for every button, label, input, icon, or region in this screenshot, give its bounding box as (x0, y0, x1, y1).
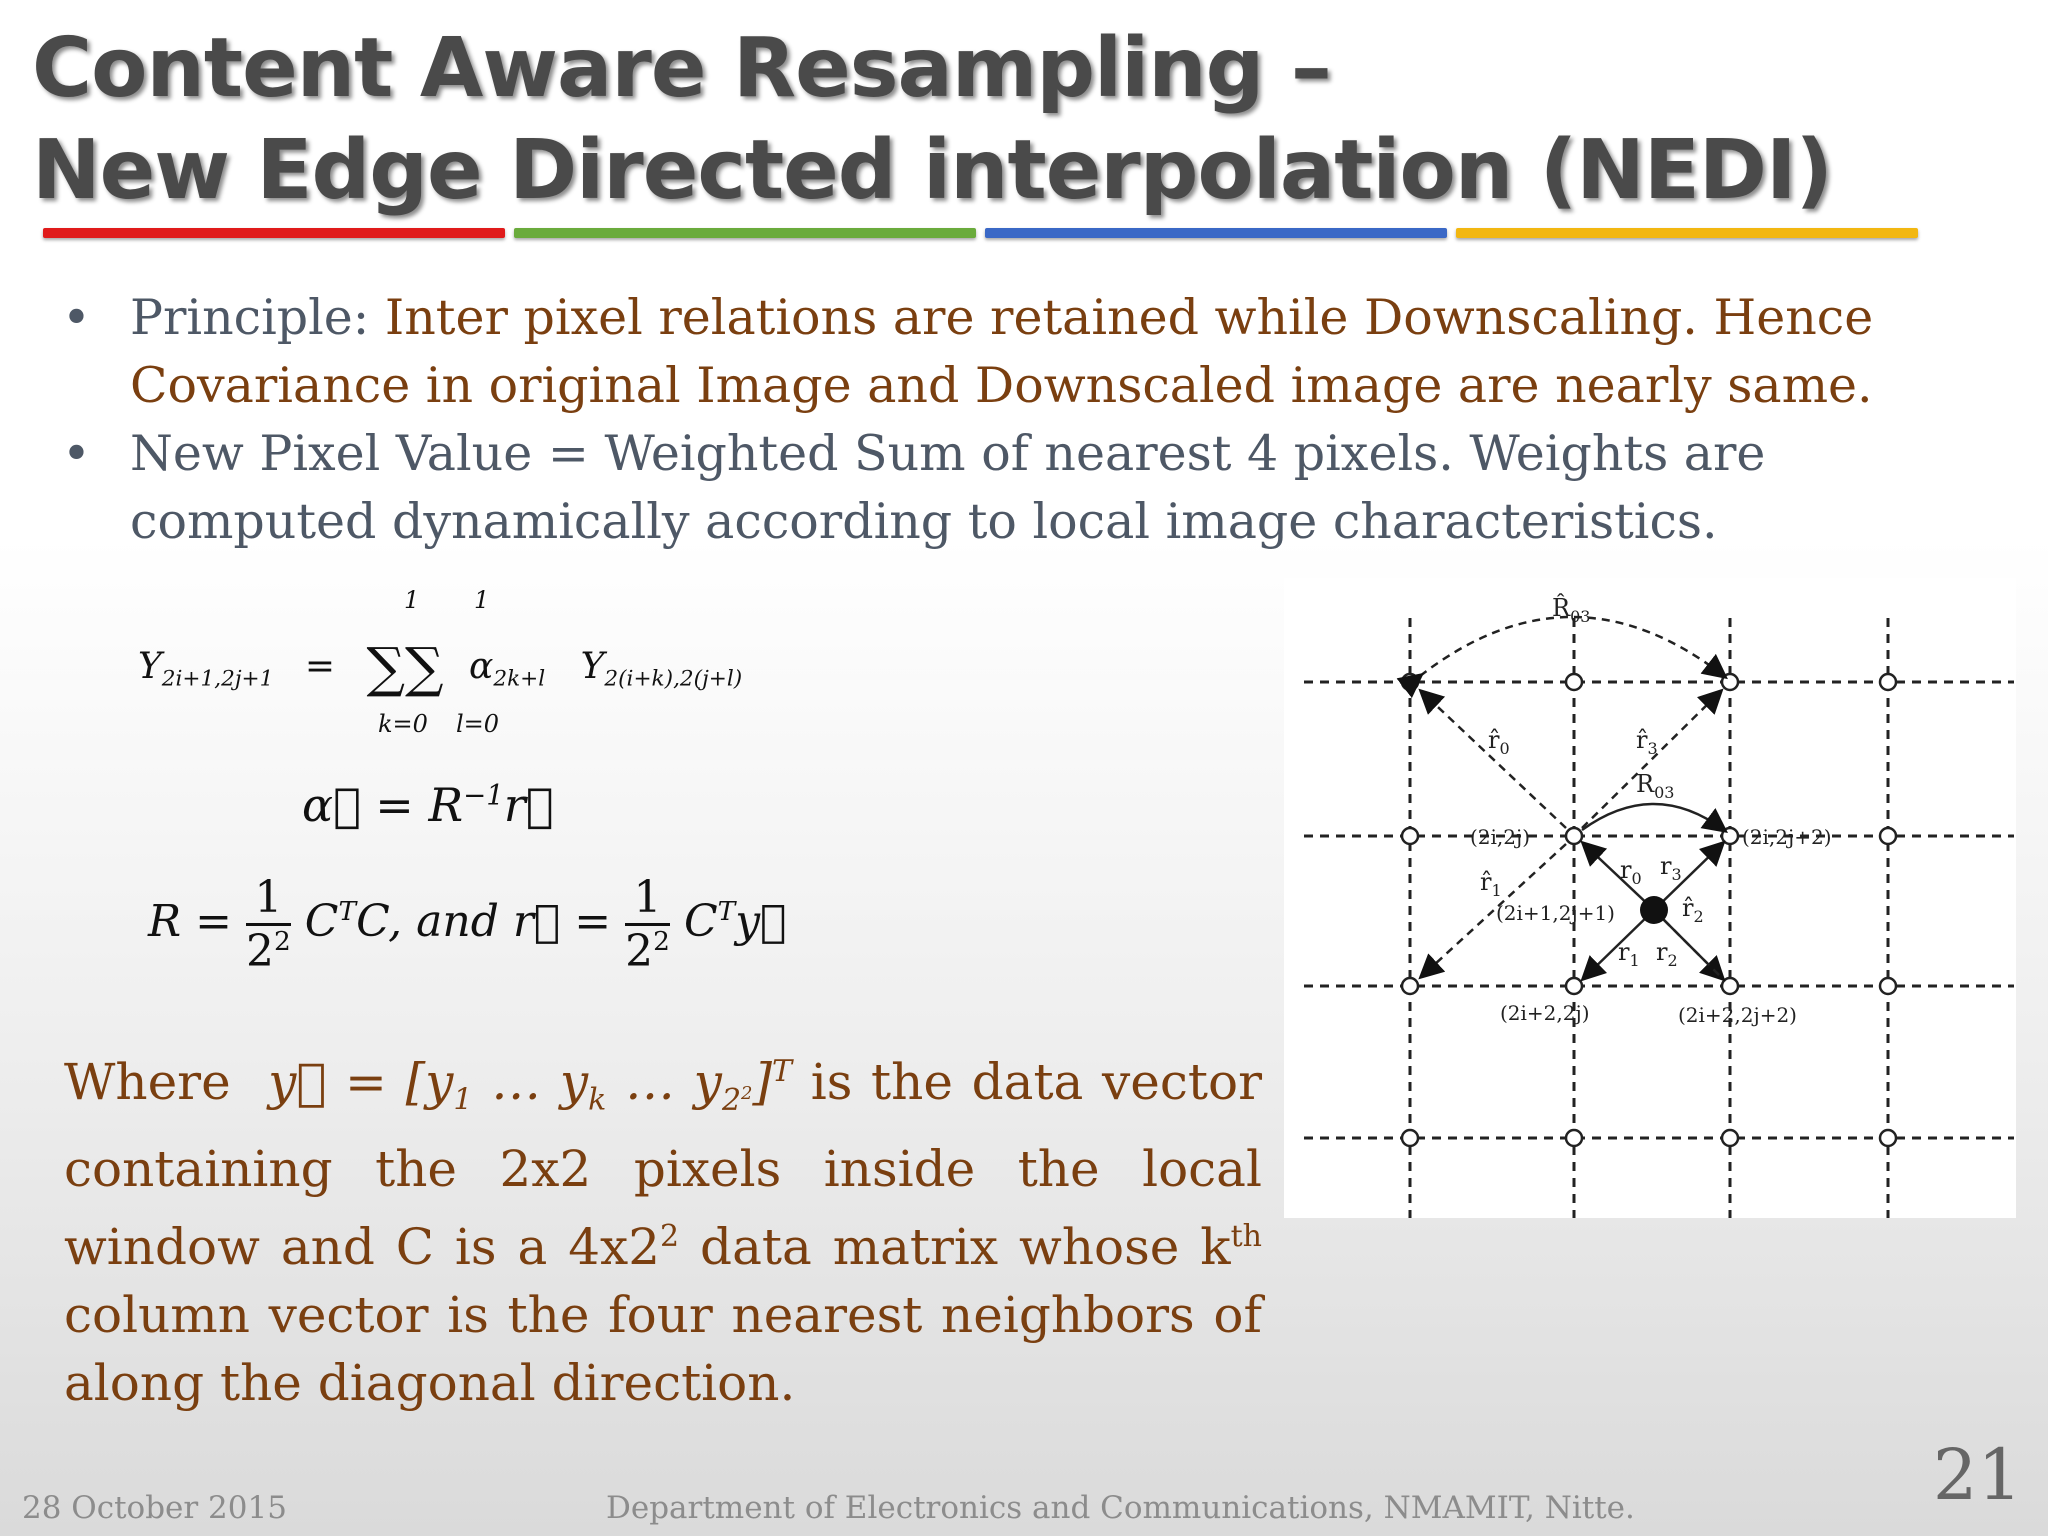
nedi-diagram (1284, 578, 2016, 1218)
footer-department: Department of Electronics and Communications, NMAMIT, Nitte. (606, 1490, 1635, 1526)
frac-den-base: 2 (245, 926, 274, 977)
divider-blue (985, 228, 1447, 238)
bullet-new-pixel (62, 420, 1962, 556)
divider-green (514, 228, 976, 238)
frac-den-sup: 2 (653, 926, 670, 958)
eq3-frac-1 (246, 872, 291, 977)
bullet-dot-icon: • (62, 425, 91, 482)
slide-title (32, 18, 1832, 222)
label-2i-2j: (2i,2j) (1470, 825, 1531, 849)
label-2i2-2j: (2i+2,2j) (1500, 1001, 1590, 1025)
where-sup-th: th (1230, 1218, 1262, 1254)
nedi-diagram-svg (1284, 578, 2016, 1218)
eq3-y: y⃗ (735, 896, 787, 947)
eq1-alpha: α (469, 645, 494, 687)
where-sub-last-sup: 2 (741, 1082, 753, 1104)
bullet-text: Inter pixel relations are retained while Downscaling. Hence Covariance in original Image and Downscaled image are nearly same. (130, 289, 1874, 414)
footer-date: 28 October 2015 (22, 1490, 287, 1526)
eq3-C2-sup: T (717, 896, 736, 928)
eq2-sup: −1 (463, 778, 504, 812)
where-sub-last (722, 1083, 753, 1118)
where-sup-2: 2 (660, 1218, 680, 1254)
frac-den-sup: 2 (273, 926, 291, 958)
frac-num: 1 (246, 872, 291, 926)
eq1-Y2: Y (580, 645, 605, 687)
label-r1-hat: $r̂_1$ (1480, 868, 1502, 900)
where-sub-k: k (588, 1082, 607, 1118)
eq1-Y: Y (138, 645, 162, 687)
frac-den (625, 926, 670, 977)
eq3-C-sup: T (338, 896, 357, 928)
title-line-2: New Edge Directed interpolation (NEDI) (32, 123, 1832, 218)
sigma-2: ∑ (405, 636, 444, 699)
eq1-alpha-sub: 2k+l (493, 666, 546, 692)
frac-num: 1 (625, 872, 670, 926)
sum-upper-1: 1 (404, 586, 420, 614)
label-r3: $r_3$ (1660, 852, 1682, 884)
eq3-C: C (304, 896, 339, 947)
label-center: (2i+1,2j+1) (1496, 901, 1615, 925)
sigma-1: ∑ (366, 636, 406, 699)
where-sub-1: 1 (453, 1082, 473, 1118)
equation-alpha (302, 778, 553, 832)
label-r3-hat: $r̂_3$ (1636, 726, 1658, 758)
label-r2-hat: $r̂_2$ (1682, 894, 1704, 926)
where-paragraph (64, 1038, 1262, 1417)
eq2-lhs: α⃗ = R (302, 778, 464, 832)
bullet-lead: New Pixel Value = Weighted Sum of nearest 4 pixels. Weights are computed dynamically according to local image characteristics. (130, 425, 1766, 550)
where-vec: y⃗ = [y (268, 1053, 454, 1111)
title-line-1: Content Aware Resampling – (32, 21, 1331, 116)
eq3-R: R = (148, 896, 232, 947)
where-word: Where (64, 1053, 231, 1111)
frac-den (246, 926, 291, 977)
eq2-r: r⃗ (503, 778, 554, 832)
label-R03-top: $R̂_{03}$ (1552, 594, 1591, 626)
label-R03-mid: $R_{03}$ (1636, 770, 1675, 802)
eq3-C2: C (683, 896, 718, 947)
label-r1: $r_1$ (1618, 938, 1640, 970)
equation-R (148, 872, 787, 977)
frac-den-base: 2 (625, 926, 654, 977)
divider-red (43, 228, 505, 238)
label-r2: $r_2$ (1656, 938, 1678, 970)
sum-lower-1: k=0 (378, 710, 428, 738)
label-2i-2j2: (2i,2j+2) (1742, 825, 1832, 849)
where-text-2: is the data vector containing the 2x2 pixels inside the local window and C is a 4x2 (64, 1053, 1262, 1276)
where-vec-mid2: … y (606, 1053, 722, 1111)
bullet-lead: Principle: (130, 289, 385, 346)
center-pixel (1640, 896, 1668, 924)
bullet-dot-icon: • (62, 289, 91, 346)
eq1-Y2-sub: 2(i+k),2(j+l) (604, 666, 743, 692)
sum-lower-2: l=0 (456, 710, 500, 738)
divider-yellow (1456, 228, 1918, 238)
page-number: 21 (1932, 1434, 2022, 1516)
label-r0: $r_0$ (1620, 856, 1642, 888)
where-vec-mid: … y (472, 1053, 589, 1111)
eq3-frac-2 (625, 872, 670, 977)
label-r0-hat: $r̂_0$ (1488, 726, 1510, 758)
where-vec-end: ] (752, 1053, 772, 1111)
diagram-labels (1470, 594, 1832, 1027)
label-2i2-2j2: (2i+2,2j+2) (1678, 1003, 1797, 1027)
where-text-3: data matrix whose k (679, 1217, 1231, 1276)
where-text-4: column vector is the four nearest neighbors of along the diagonal direction. (64, 1285, 1262, 1412)
sum-upper-2: 1 (474, 586, 490, 614)
where-vec-T: T (772, 1054, 793, 1089)
eq1-equals: = (304, 645, 335, 687)
eq1-Y-sub: 2i+1,2j+1 (161, 666, 274, 692)
bullet-principle (62, 284, 1962, 420)
where-sub-last-base: 2 (721, 1082, 742, 1118)
eq3-and-r: C, and r⃗ = (356, 896, 612, 947)
bullet-list (62, 284, 1962, 556)
equation-sum (138, 636, 742, 699)
